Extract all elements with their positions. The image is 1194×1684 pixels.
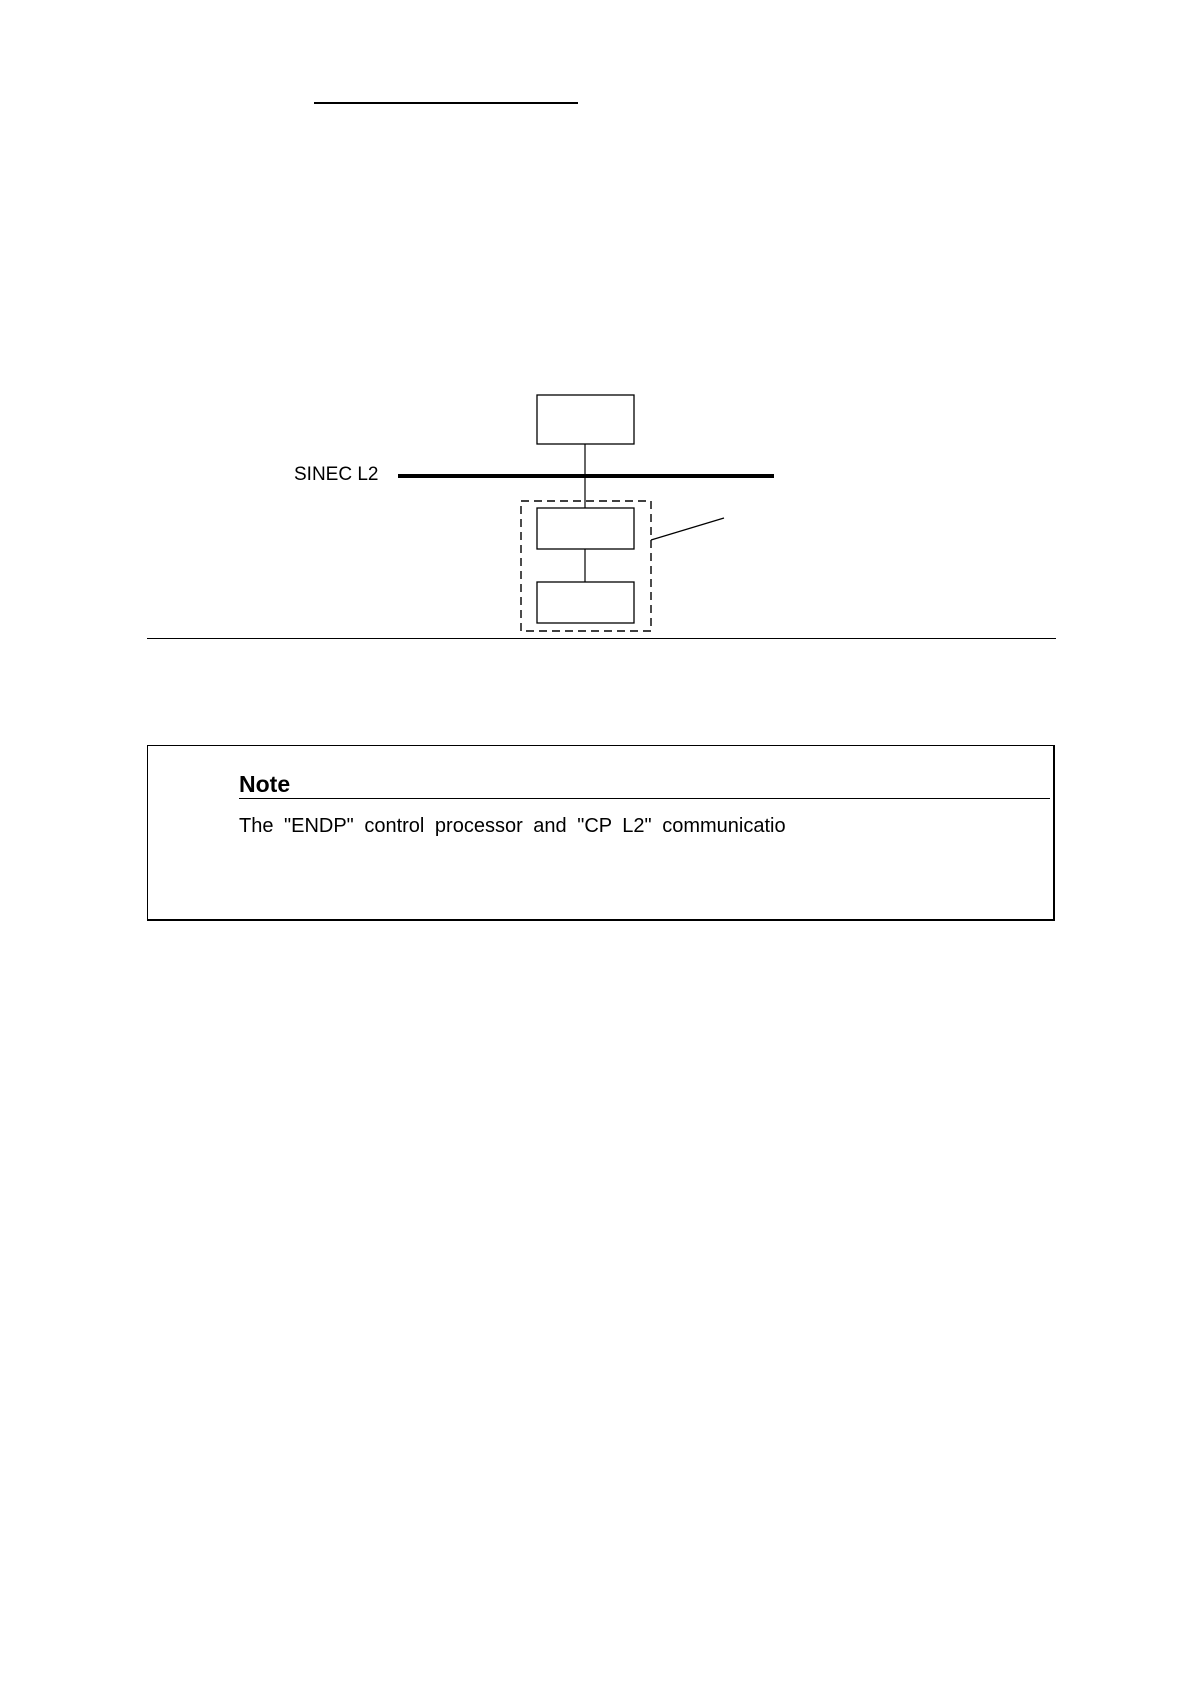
bottom-module-box (537, 582, 634, 623)
bus-label: SINEC L2 (294, 464, 379, 485)
note-heading: Note (239, 771, 291, 797)
callout-leader-line (651, 518, 724, 540)
network-diagram (0, 0, 1194, 660)
module-group-dashed-frame (521, 501, 651, 631)
top-station-box (537, 395, 634, 444)
figure-separator-rule (147, 638, 1056, 639)
middle-module-box (537, 508, 634, 549)
note-text: The "ENDP" control processor and "CP L2" communicatio (239, 815, 786, 837)
note-heading-rule (239, 798, 1050, 799)
